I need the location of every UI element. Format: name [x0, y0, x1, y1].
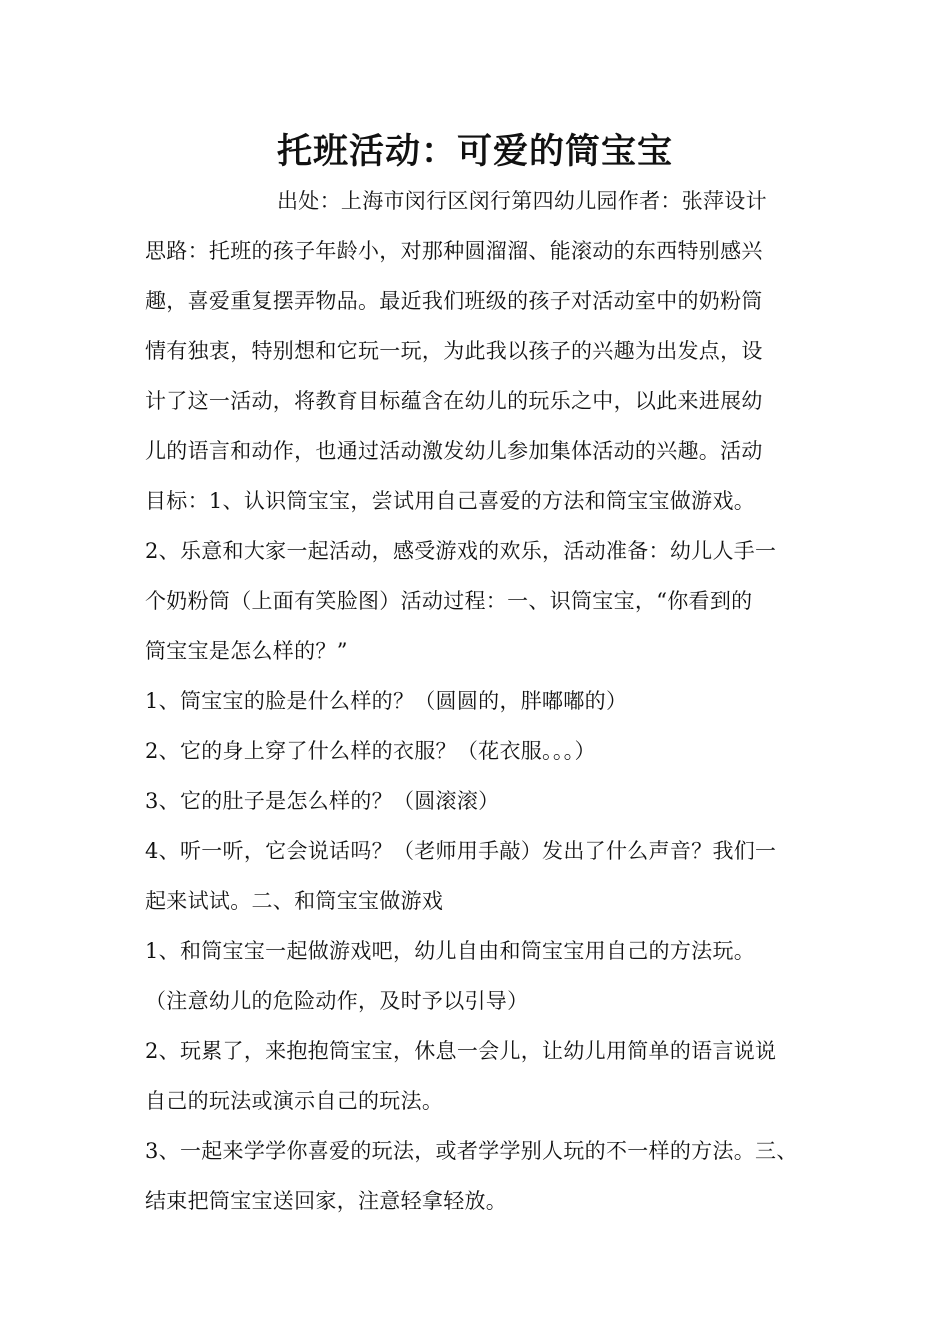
body-line: 4、听一听，它会说话吗？（老师用手敲）发出了什么声音？我们一: [145, 839, 777, 863]
body-line: 思路：托班的孩子年龄小，对那种圆溜溜、能滚动的东西特别感兴: [145, 239, 763, 263]
body-line: 2、玩累了，来抱抱筒宝宝，休息一会儿，让幼儿用简单的语言说说: [145, 1039, 777, 1063]
body-line: 筒宝宝是怎么样的？”: [145, 639, 348, 663]
document-title: 托班活动：可爱的筒宝宝: [276, 132, 673, 172]
body-line: 目标：1、认识筒宝宝，尝试用自己喜爱的方法和筒宝宝做游戏。: [145, 489, 756, 513]
document-body: [145, 181, 835, 1231]
body-line: 1、和筒宝宝一起做游戏吧，幼儿自由和筒宝宝用自己的方法玩。: [145, 939, 756, 963]
body-line: 起来试试。二、和筒宝宝做游戏: [145, 889, 444, 913]
body-line: 1、筒宝宝的脸是什么样的？（圆圆的，胖嘟嘟的）: [145, 689, 628, 713]
body-line: 个奶粉筒（上面有笑脸图）活动过程：一、识筒宝宝，“你看到的: [145, 589, 753, 613]
body-line: 情有独衷，特别想和它玩一玩，为此我以孩子的兴趣为出发点，设: [145, 339, 763, 363]
body-line: （注意幼儿的危险动作，及时予以引导）: [145, 989, 529, 1013]
body-line: 结束把筒宝宝送回家，注意轻拿轻放。: [145, 1189, 508, 1213]
body-line: 计了这一活动，将教育目标蕴含在幼儿的玩乐之中，以此来进展幼: [145, 389, 763, 413]
body-line: 2、它的身上穿了什么样的衣服？（花衣服。。。）: [145, 739, 596, 763]
body-line: 自己的玩法或演示自己的玩法。: [145, 1089, 444, 1113]
body-line: 3、它的肚子是怎么样的？（圆滚滚）: [145, 789, 500, 813]
body-line: 趣，喜爱重复摆弄物品。最近我们班级的孩子对活动室中的奶粉筒: [145, 289, 763, 313]
body-line: 3、一起来学学你喜爱的玩法，或者学学别人玩的不一样的方法。三、: [145, 1139, 798, 1163]
body-line: 出处：上海市闵行区闵行第四幼儿园作者：张萍设计: [277, 189, 767, 213]
body-line: 儿的语言和动作，也通过活动激发幼儿参加集体活动的兴趣。活动: [145, 439, 763, 463]
body-line: 2、乐意和大家一起活动，感受游戏的欢乐，活动准备：幼儿人手一: [145, 539, 777, 563]
